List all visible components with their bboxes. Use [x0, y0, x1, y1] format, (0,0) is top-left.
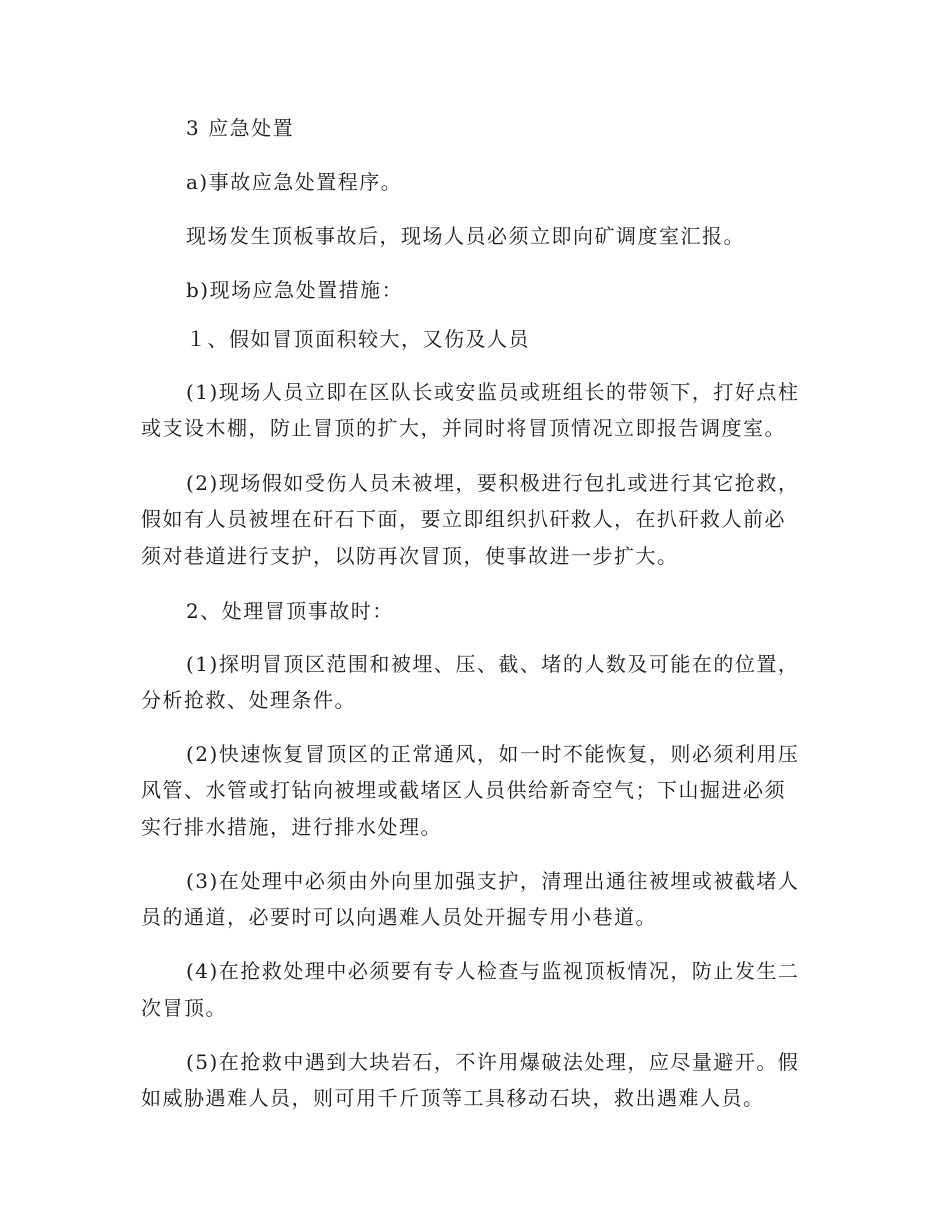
item2-title: 2、处理冒顶事故时：	[186, 599, 394, 623]
item2-1-line1: (1)探明冒顶区范围和被埋、压、截、堵的人数及可能在的位置，	[186, 652, 800, 676]
item2-2-line3: 实行排水措施，进行排水处理。	[141, 815, 442, 839]
item2-5-line1: (5)在抢救中遇到大块岩石，不许用爆破法处理，应尽量避开。假	[186, 1050, 800, 1074]
item1-2-line1: (2)现场假如受伤人员未被埋，要积极进行包扎或进行其它抢救，	[186, 471, 800, 495]
item1-title: １、假如冒顶面积较大，又伤及人员	[186, 327, 530, 351]
item2-4-line2: 次冒顶。	[141, 996, 227, 1020]
item1-2-line3: 须对巷道进行支护，以防再次冒顶，使事故进一步扩大。	[141, 544, 679, 568]
subheading-a: a)事故应急处置程序。	[186, 170, 403, 194]
item2-5-line2: 如威胁遇难人员，则可用千斤顶等工具移动石块，救出遇难人员。	[141, 1086, 765, 1110]
paragraph-a: 现场发生顶板事故后，现场人员必须立即向矿调度室汇报。	[186, 224, 745, 248]
item2-4-line1: (4)在抢救处理中必须要有专人检查与监视顶板情况，防止发生二	[186, 959, 800, 983]
subheading-b: b)现场应急处置措施：	[186, 278, 404, 302]
item2-3-line2: 员的通道，必要时可以向遇难人员处开掘专用小巷道。	[141, 905, 657, 929]
item1-1-line2: 或支设木棚，防止冒顶的扩大，并同时将冒顶情况立即报告调度室。	[141, 416, 786, 440]
section-heading: 3 应急处置	[186, 116, 295, 140]
item2-2-line2: 风管、水管或打钻向被埋或截堵区人员供给新奇空气；下山掘进必须	[141, 778, 786, 802]
item2-1-line2: 分析抢救、处理条件。	[141, 688, 356, 712]
item1-2-line2: 假如有人员被埋在矸石下面，要立即组织扒矸救人，在扒矸救人前必	[141, 507, 786, 531]
item2-3-line1: (3)在处理中必须由外向里加强支护，清理出通往被埋或被截堵人	[186, 869, 800, 893]
item2-2-line1: (2)快速恢复冒顶区的正常通风，如一时不能恢复，则必须利用压	[186, 742, 800, 766]
item1-1-line1: (1)现场人员立即在区队长或安监员或班组长的带领下，打好点柱	[186, 380, 800, 404]
